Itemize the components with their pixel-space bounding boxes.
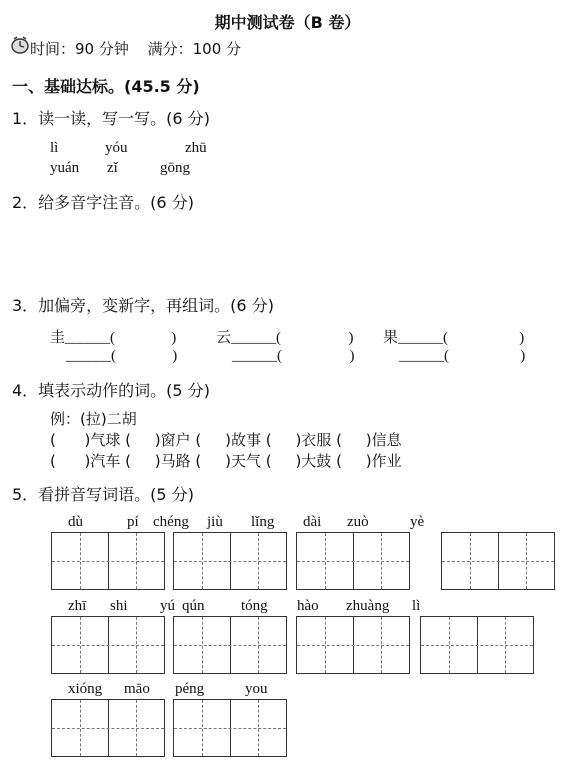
pinyin: zhū [185,140,207,156]
writing-grid[interactable] [173,616,287,674]
pinyin: jiù [207,514,223,530]
pinyin: shi [110,598,128,614]
pinyin: xióng [68,681,103,697]
pinyin: qún [182,598,205,614]
pinyin: péng [175,681,205,697]
q1-pinyin-row-1 [50,140,207,157]
pinyin: lì [50,140,59,156]
pinyin: yuán [50,160,80,176]
question-4-title: 4．填表示动作的词。(5 分) [12,381,210,400]
writing-grid[interactable] [51,532,165,590]
pinyin: tóng [241,598,268,614]
pinyin: yú [160,598,175,614]
q3-row-1c: 果______( ) [383,330,525,346]
clock-icon [10,36,30,54]
full-score: 满分：100 分 [147,40,242,58]
q4-word: 窗户 [160,431,191,449]
pinyin: chéng [153,514,189,530]
time-limit: 时间：90 分钟 [30,40,129,58]
pinyin: gōng [160,160,190,176]
q4-word: 气球 [90,431,121,449]
q4-word: 马路 [160,452,191,470]
q3-row-1: 圭______( ) [50,330,177,346]
q4-word: 汽车 [90,452,121,470]
q4-word: 作业 [371,452,402,470]
q4-word: 故事 [230,431,261,449]
writing-grid[interactable] [173,532,287,590]
q4-row-1: ( )气球 ( )窗户 ( )故事 ( )衣服 ( )信息 [50,431,402,449]
radical-char: 圭 [50,330,66,346]
q3-row-1b: 云______( ) [216,330,354,346]
question-3-title: 3．加偏旁，变新字，再组词。(6 分) [12,296,274,315]
pinyin: lì [412,598,421,614]
q4-word: 天气 [230,452,261,470]
q4-word: 信息 [371,431,402,449]
writing-grid[interactable] [441,532,555,590]
pinyin: zǐ [107,160,118,176]
section-title: 一、基础达标。(45.5 分) [12,77,200,96]
q3-row-2c: ______( ) [399,348,526,364]
q3-row-2: ______( ) [66,348,178,364]
pinyin: māo [124,681,150,697]
question-1-title: 1．读一读，写一写。(6 分) [12,109,210,128]
pinyin: you [245,681,268,697]
writing-grid[interactable] [51,616,165,674]
radical-char: 云 [216,330,232,346]
pinyin: yè [410,514,425,530]
writing-grid[interactable] [296,616,410,674]
pinyin: hào [297,598,319,614]
q1-pinyin-row-2 [50,160,190,177]
pinyin: yóu [105,140,128,156]
question-5-title: 5．看拼音写词语。(5 分) [12,485,194,504]
pinyin: dài [303,514,322,530]
pinyin: pí [127,514,139,530]
q4-word: 大鼓 [301,452,332,470]
exam-info [30,38,255,59]
writing-grid[interactable] [173,699,287,757]
radical-char: 果 [383,330,399,346]
page-title: 期中测试卷（B 卷） [214,13,361,32]
writing-grid[interactable] [420,616,534,674]
pinyin: zhī [68,598,87,614]
writing-grid[interactable] [51,699,165,757]
q4-word: 衣服 [301,431,332,449]
q3-row-2b: ______( ) [232,348,355,364]
pinyin: zhuàng [346,598,390,614]
pinyin: dù [68,514,83,530]
writing-grid[interactable] [296,532,410,590]
q4-row-2: ( )汽车 ( )马路 ( )天气 ( )大鼓 ( )作业 [50,452,402,470]
q4-example: 例：(拉)二胡 [50,410,137,428]
question-2-title: 2．给多音字注音。(6 分) [12,193,194,212]
pinyin: lǐng [251,514,275,530]
pinyin: zuò [347,514,369,530]
